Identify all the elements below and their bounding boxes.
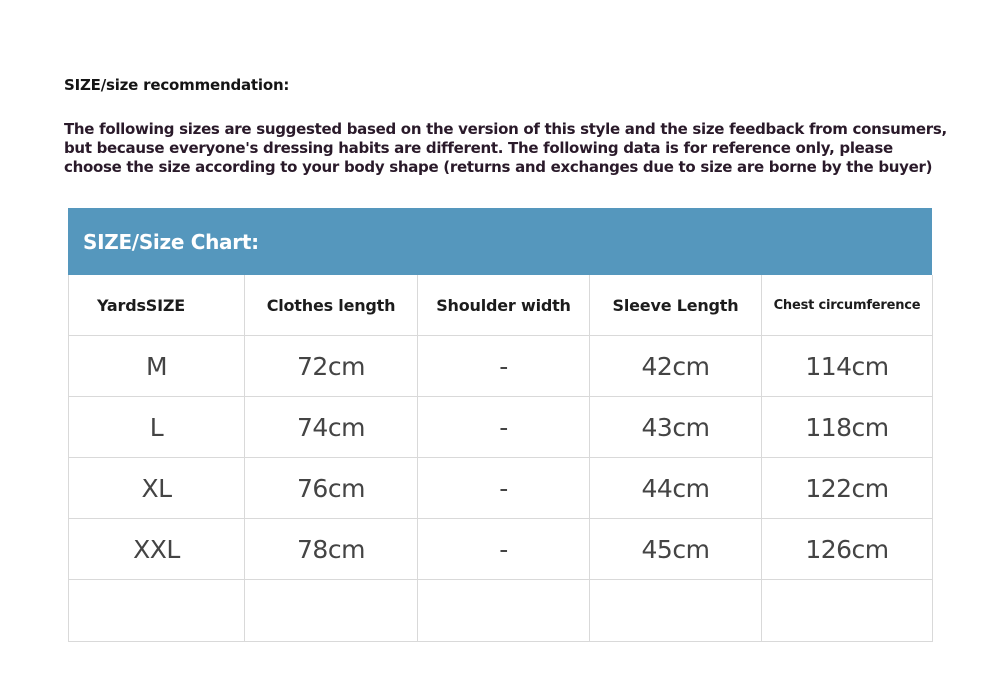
cell-shoulder-width: - <box>418 519 590 580</box>
cell-size: L <box>69 397 245 458</box>
cell-clothes-length: 74cm <box>245 397 418 458</box>
table-row-empty <box>69 580 933 642</box>
cell-size: XL <box>69 458 245 519</box>
cell-clothes-length: 78cm <box>245 519 418 580</box>
disclaimer-line: choose the size according to your body shape (returns and exchanges due to size are borne by the buyer) <box>64 158 933 176</box>
size-chart-banner <box>68 208 932 275</box>
cell-size: XXL <box>69 519 245 580</box>
cell-sleeve-length: 44cm <box>590 458 762 519</box>
table-header-row <box>69 275 933 336</box>
cell-sleeve-length: 43cm <box>590 397 762 458</box>
cell-sleeve-length <box>590 580 762 642</box>
cell-sleeve-length: 45cm <box>590 519 762 580</box>
table-row <box>69 519 933 580</box>
table-row <box>69 397 933 458</box>
cell-size: M <box>69 336 245 397</box>
column-header-shoulder-width: Shoulder width <box>418 275 590 336</box>
column-header-clothes-length: Clothes length <box>245 275 418 336</box>
table-row <box>69 336 933 397</box>
cell-clothes-length: 76cm <box>245 458 418 519</box>
cell-chest-circumference: 118cm <box>762 397 933 458</box>
cell-clothes-length <box>245 580 418 642</box>
cell-clothes-length: 72cm <box>245 336 418 397</box>
table-row <box>69 458 933 519</box>
size-chart-title: SIZE/Size Chart: <box>83 229 259 254</box>
size-disclaimer <box>64 120 947 177</box>
page-title: SIZE/size recommendation: <box>64 76 290 94</box>
size-table <box>68 275 933 642</box>
cell-chest-circumference <box>762 580 933 642</box>
cell-chest-circumference: 122cm <box>762 458 933 519</box>
cell-chest-circumference: 126cm <box>762 519 933 580</box>
column-header-chest-circumference: Chest circumference <box>762 275 933 336</box>
column-header-sleeve-length: Sleeve Length <box>590 275 762 336</box>
cell-shoulder-width: - <box>418 336 590 397</box>
disclaimer-line: The following sizes are suggested based on the version of this style and the size feedback from consumers, <box>64 120 947 138</box>
cell-shoulder-width: - <box>418 397 590 458</box>
column-header-size: YardsSIZE <box>69 275 245 336</box>
cell-sleeve-length: 42cm <box>590 336 762 397</box>
size-chart <box>68 208 932 642</box>
cell-shoulder-width <box>418 580 590 642</box>
cell-shoulder-width: - <box>418 458 590 519</box>
cell-size <box>69 580 245 642</box>
disclaimer-line: but because everyone's dressing habits are different. The following data is for reference only, please <box>64 139 893 157</box>
cell-chest-circumference: 114cm <box>762 336 933 397</box>
